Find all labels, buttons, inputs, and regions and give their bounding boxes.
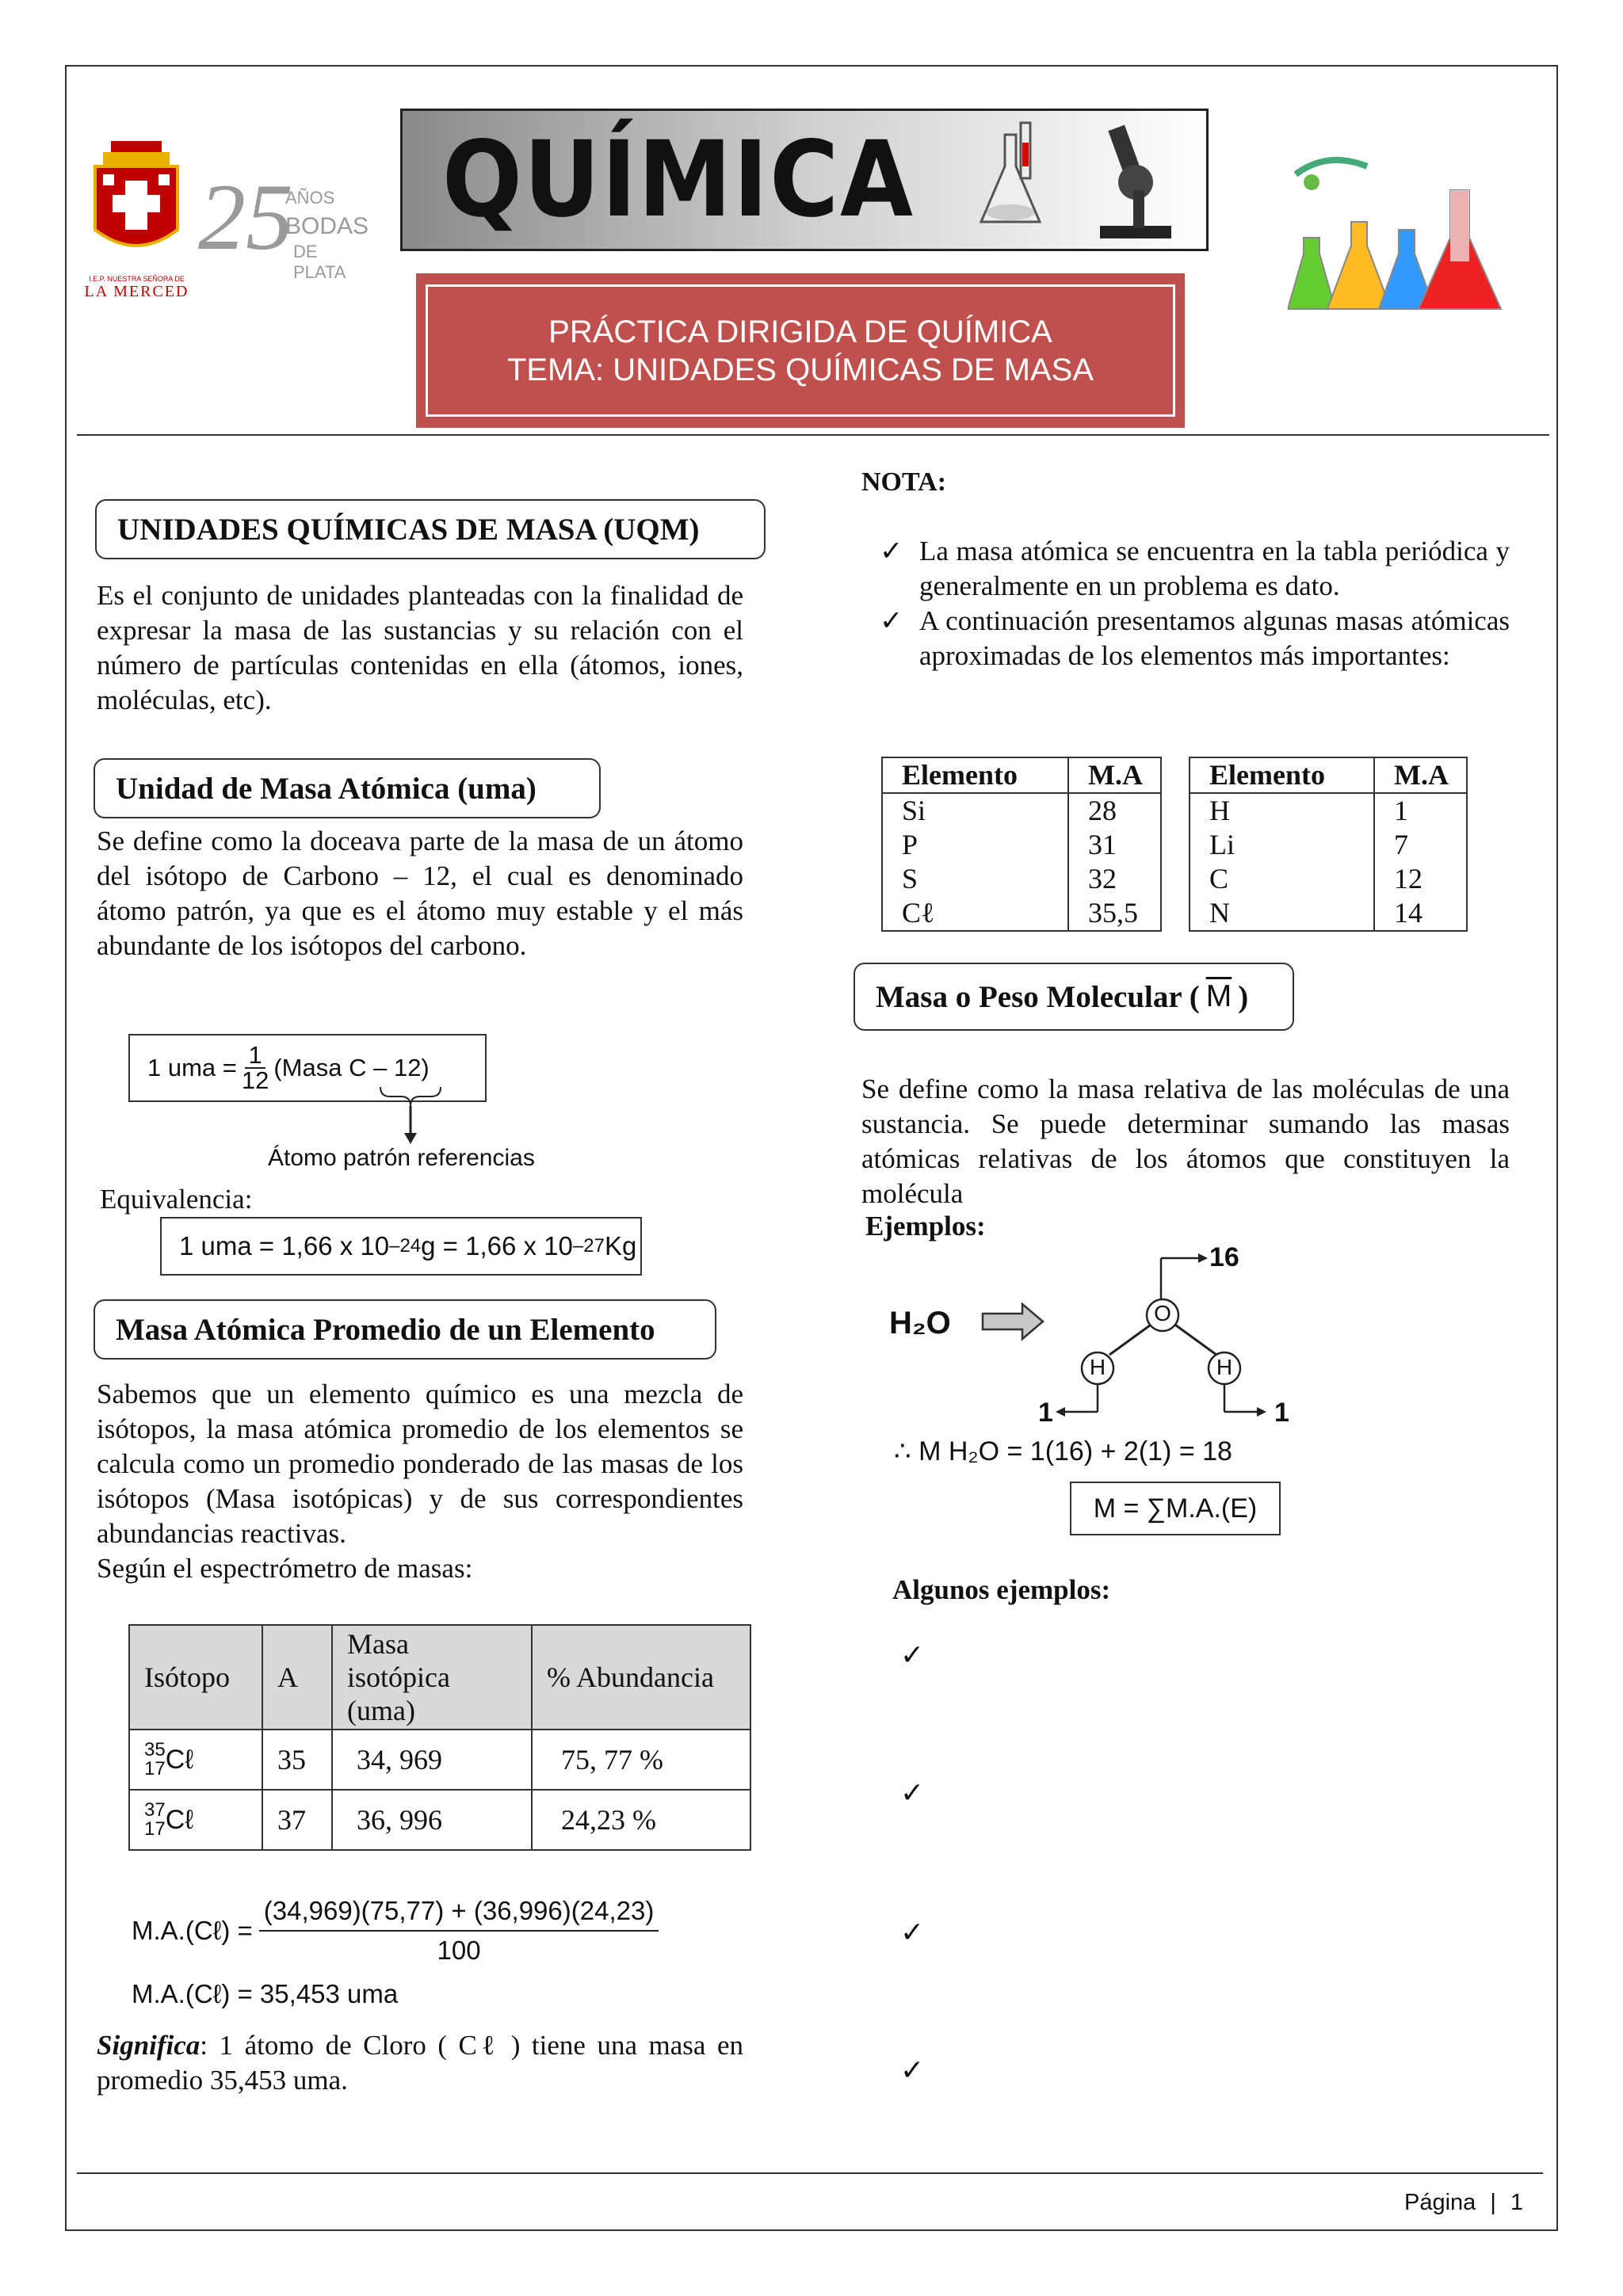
promedio-heading: Masa Atómica Promedio de un Elemento [94,1299,716,1360]
element-cell: Cℓ [882,896,1068,931]
element-cell: Si [882,793,1068,828]
table-row [1190,793,1467,828]
mass-cell: 7 [1394,829,1409,860]
significa-text [97,2028,743,2098]
table-row [129,1790,750,1850]
a-cell: 35 [262,1730,332,1790]
lab-glassware-icon [973,119,1076,246]
uma-arrow [365,1085,460,1145]
equivalencia-label: Equivalencia: [100,1184,253,1215]
atomic-mass-table-1 [881,757,1162,932]
nota-label: NOTA: [861,467,947,497]
isotope-table-header [129,1625,750,1730]
uma-formula-rhs: (Masa C – 12) [273,1054,430,1081]
element-cell: Li [1190,828,1374,862]
check-icon: ✓ [900,1639,925,1671]
isotope-cell [129,1730,262,1790]
practice-line1: PRÁCTICA DIRIGIDA DE QUÍMICA [548,314,1052,349]
table-row [129,1730,750,1790]
anniversary-line1: AÑOS [285,188,335,208]
h2o-calc: ∴ M H₂O = 1(16) + 2(1) = 18 [894,1436,1232,1466]
mass-cell: 14 [1394,897,1423,929]
promedio-calc [132,1892,659,1970]
uma-formula-lhs: 1 uma = [147,1054,237,1081]
anniversary-line3: DE PLATA [293,242,346,282]
h2o-molecule-label: H₂O [889,1306,951,1341]
isotope-mass: 37 [144,1799,166,1821]
significa-body: : 1 átomo de Cloro ( Cℓ ) tiene una masa en promedio 35,453 uma. [97,2030,743,2096]
uma-arrow-label: Átomo patrón referencias [268,1145,535,1171]
isotope-col-header: Isótopo [129,1625,262,1730]
school-subtitle: I.E.P. NUESTRA SEÑORA DE [89,275,185,283]
element-cell: C [1190,862,1374,896]
isotope-symbol: Cℓ [165,1804,194,1835]
atom-h-right: H [1216,1355,1233,1379]
table-row [882,828,1161,862]
page-separator: | [1490,2190,1496,2215]
value-h-right: 1 [1274,1398,1289,1428]
value-o: 16 [1209,1242,1239,1272]
practice-line2: TEMA: UNIDADES QUÍMICAS DE MASA [506,352,1094,387]
table-row [882,793,1161,828]
promedio-text: Sabemos que un elemento químico es una mezcla de isótopos, la masa atómica promedio de los elementos se calcula como un promedio ponderado de las masas de los isótopos (Masa isotópicas) y de sus correspondientes abundancias reactivas. [97,1379,743,1549]
table-row [882,862,1161,896]
masa-cell: 34, 969 [332,1730,532,1790]
nota-item-text: A continuación presentamos algunas masas atómicas aproximadas de los elementos más importantes: [919,605,1510,671]
nota-list [880,534,1510,673]
promedio-text2: Según el espectrómetro de masas: [97,1553,473,1584]
title-banner [400,109,1209,251]
eq-exp2: –27 [572,1235,605,1257]
calc-lhs: M.A.(Cℓ) = [132,1916,253,1945]
significa-label: Significa [97,2030,200,2061]
list-item [880,604,1510,673]
masa-cell: 36, 996 [332,1790,532,1850]
check-icon: ✓ [900,1917,925,1948]
molecular-heading [854,963,1294,1031]
molecular-symbol: $\overline{M}$ [1205,979,1232,1013]
microscope-icon [1084,119,1179,246]
isotope-mass: 35 [144,1739,166,1761]
algunos-label: Algunos ejemplos: [892,1574,1111,1605]
element-cell: S [882,862,1068,896]
flasks-icon [1288,151,1510,325]
nota-item-text: La masa atómica se encuentra en la tabla periódica y generalmente en un problema es dato. [919,536,1510,601]
abundancia-cell: 24,23 % [532,1790,750,1850]
eq-exp1: –24 [389,1235,422,1257]
uma-formula-num: 1 [245,1043,265,1069]
list-item [880,534,1510,604]
practice-title-box [416,273,1185,428]
eq-part2: g = 1,66 x 10 [421,1231,573,1261]
table-row [1190,828,1467,862]
molecular-text: Se define como la masa relativa de las moléculas de una sustancia. Se puede determinar sumando las masas atómicas relativas de los átomos que constituyen la molécula [861,1074,1510,1209]
element-cell: N [1190,896,1374,931]
mass-cell: 31 [1088,829,1117,860]
banner-title: QUÍMICA [442,119,915,241]
check-icon: ✓ [900,2054,925,2086]
isotope-table [128,1624,751,1851]
check-icon: ✓ [880,536,903,566]
anniversary-logo [198,164,372,282]
uqm-heading: UNIDADES QUÍMICAS DE MASA (UQM) [95,499,766,559]
ma-header: M.A [1374,757,1467,793]
a-col-header: A [262,1625,332,1730]
anniversary-number: 25 [198,164,293,269]
eq-part3: Kg [604,1231,637,1261]
ejemplos-label: Ejemplos: [865,1211,986,1241]
uqm-text: Es el conjunto de unidades planteadas con la finalidad de expresar la masa de las sustancias y su relación con el número de partículas contenidas en ella (átomos, iones, moléculas, etc). [97,580,743,715]
uma-heading: Unidad de Masa Atómica (uma) [94,758,601,818]
isotope-symbol: Cℓ [165,1744,194,1775]
masa-col-header: Masa isotópica (uma) [332,1625,532,1730]
anniversary-line2: BODAS [285,213,369,239]
table-row [1190,896,1467,931]
school-name: LA MERCED [84,283,189,300]
mass-cell: 12 [1394,863,1423,894]
element-cell: H [1190,793,1374,828]
equivalencia-box [160,1217,642,1276]
isotope-z: 17 [144,1758,166,1780]
isotope-cell [129,1790,262,1850]
elemento-header: Elemento [1190,757,1374,793]
atomic-mass-table-2 [1189,757,1468,932]
atom-h-left: H [1089,1355,1106,1379]
page-number: 1 [1510,2190,1524,2215]
value-h-left: 1 [1038,1398,1053,1428]
abundancia-cell: 75, 77 % [532,1730,750,1790]
element-cell: P [882,828,1068,862]
ma-header: M.A [1068,757,1161,793]
table-row [1190,862,1467,896]
molecular-heading-text: Masa o Peso Molecular ( [876,979,1200,1014]
molecular-heading-close: ) [1238,979,1249,1014]
page-label: Página [1404,2190,1476,2215]
calc-result: M.A.(Cℓ) = 35,453 uma [132,1979,399,2008]
school-logo [79,135,194,301]
check-icon: ✓ [880,605,903,636]
header-divider [77,434,1549,436]
calc-numerator: (34,969)(75,77) + (36,996)(24,23) [259,1892,659,1932]
mass-cell: 28 [1088,795,1117,826]
table-row [882,896,1161,931]
atom-o: O [1154,1301,1171,1325]
a-cell: 37 [262,1790,332,1850]
abundancia-col-header: % Abundancia [532,1625,750,1730]
mass-cell: 32 [1088,863,1117,894]
elemento-header: Elemento [882,757,1068,793]
mass-cell: 1 [1394,795,1409,826]
isotope-z: 17 [144,1818,166,1840]
check-icon: ✓ [900,1777,925,1809]
uma-text: Se define como la doceava parte de la masa de un átomo del isótopo de Carbono – 12, el cual es denominado átomo patrón, ya que es el átomo muy estable y el más abundante de los isótopos del carbono. [97,826,743,961]
uma-formula-den: 12 [241,1066,269,1094]
page-footer [1404,2190,1523,2216]
footer-divider [77,2172,1543,2174]
mass-cell: 35,5 [1088,897,1139,929]
calc-denominator: 100 [437,1936,481,1965]
molecular-formula-box: M = ∑M.A.(E) [1070,1482,1281,1535]
eq-part1: 1 uma = 1,66 x 10 [179,1231,390,1261]
